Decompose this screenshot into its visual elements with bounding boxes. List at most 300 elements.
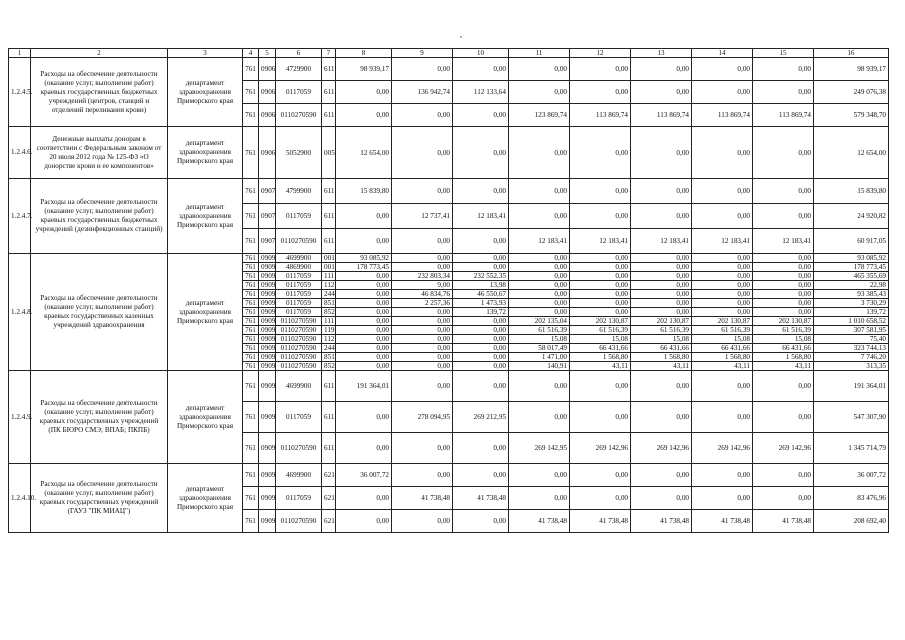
code-cell: 0906	[259, 127, 276, 179]
code-cell: 761	[243, 104, 259, 127]
table-row	[9, 58, 889, 81]
amount-cell: 0,00	[392, 179, 453, 204]
amount-cell: 83 476,96	[814, 487, 889, 510]
amount-cell: 0,00	[392, 510, 453, 533]
amount-cell: 2 257,36	[392, 299, 453, 308]
amount-cell: 0,00	[392, 308, 453, 317]
amount-cell: 0,00	[692, 281, 753, 290]
amount-cell: 139,72	[453, 308, 509, 317]
amount-cell: 0,00	[692, 371, 753, 402]
code-cell: 0907	[259, 204, 276, 229]
amount-cell: 46 834,76	[392, 290, 453, 299]
code-cell: 761	[243, 433, 259, 464]
column-number-cell: 12	[570, 49, 631, 58]
amount-cell: 202 135,04	[509, 317, 570, 326]
code-cell: 001	[322, 254, 336, 263]
code-cell: 761	[243, 308, 259, 317]
column-number-cell: 2	[31, 49, 168, 58]
code-cell: 761	[243, 299, 259, 308]
code-cell: 4729900	[276, 58, 322, 81]
code-cell: 761	[243, 127, 259, 179]
amount-cell: 0,00	[570, 371, 631, 402]
code-cell: 0906	[259, 81, 276, 104]
item-number: 1.2.4.7.	[9, 179, 31, 254]
amount-cell: 1 010 658,52	[814, 317, 889, 326]
amount-cell: 0,00	[570, 127, 631, 179]
column-number-cell: 16	[814, 49, 889, 58]
code-cell: 0110270590	[276, 433, 322, 464]
code-cell: 761	[243, 229, 259, 254]
amount-cell: 36 007,72	[814, 464, 889, 487]
amount-cell: 0,00	[509, 179, 570, 204]
amount-cell: 0,00	[453, 371, 509, 402]
column-number-cell: 7	[322, 49, 336, 58]
amount-cell: 0,00	[753, 272, 814, 281]
code-cell: 0110270590	[276, 362, 322, 371]
code-cell: 0907	[259, 229, 276, 254]
amount-cell: 191 364,01	[336, 371, 392, 402]
code-cell: 0110270590	[276, 335, 322, 344]
amount-cell: 249 076,38	[814, 81, 889, 104]
amount-cell: 0,00	[753, 127, 814, 179]
column-number-cell: 6	[276, 49, 322, 58]
code-cell: 0110270590	[276, 353, 322, 362]
code-cell: 0909	[259, 464, 276, 487]
amount-cell: 41 738,48	[453, 487, 509, 510]
amount-cell: 46 550,67	[453, 290, 509, 299]
code-cell: 761	[243, 317, 259, 326]
amount-cell: 41 738,48	[753, 510, 814, 533]
item-department: департамент здравоохранения Приморского края	[168, 127, 243, 179]
table-row	[9, 127, 889, 179]
code-cell: 761	[243, 81, 259, 104]
code-cell: 0909	[259, 510, 276, 533]
amount-cell: 0,00	[570, 81, 631, 104]
amount-cell: 0,00	[692, 402, 753, 433]
amount-cell: 1 345 714,79	[814, 433, 889, 464]
amount-cell: 15,08	[570, 335, 631, 344]
amount-cell: 66 431,66	[753, 344, 814, 353]
code-cell: 112	[322, 281, 336, 290]
amount-cell: 0,00	[509, 204, 570, 229]
code-cell: 0909	[259, 487, 276, 510]
amount-cell: 0,00	[392, 317, 453, 326]
amount-cell: 202 130,87	[570, 317, 631, 326]
amount-cell: 0,00	[453, 344, 509, 353]
amount-cell: 0,00	[570, 308, 631, 317]
amount-cell: 0,00	[570, 299, 631, 308]
amount-cell: 1 568,80	[631, 353, 692, 362]
amount-cell: 0,00	[631, 464, 692, 487]
code-cell: 761	[243, 326, 259, 335]
amount-cell: 208 692,40	[814, 510, 889, 533]
amount-cell: 313,35	[814, 362, 889, 371]
item-name: Расходы на обеспечение деятельности (оказание услуг, выполнение работ) краевых государственных учреждений (ПК БЮРО СМЭ; ВПАБ; ПКПБ)	[31, 371, 168, 464]
amount-cell: 43,11	[753, 362, 814, 371]
code-cell: 761	[243, 179, 259, 204]
amount-cell: 3 730,29	[814, 299, 889, 308]
item-name: Расходы на обеспечение деятельности (оказание услуг, выполнение работ) краевых государственных учреждений (ГАУЗ "ПК МИАЦ")	[31, 464, 168, 533]
amount-cell: 113 869,74	[570, 104, 631, 127]
amount-cell: 0,00	[692, 127, 753, 179]
amount-cell: 0,00	[336, 317, 392, 326]
column-number-cell: 9	[392, 49, 453, 58]
code-cell: 4699900	[276, 464, 322, 487]
code-cell: 611	[322, 58, 336, 81]
amount-cell: 12 183,41	[692, 229, 753, 254]
amount-cell: 1 471,00	[509, 353, 570, 362]
amount-cell: 0,00	[753, 281, 814, 290]
amount-cell: 0,00	[336, 433, 392, 464]
amount-cell: 0,00	[631, 263, 692, 272]
amount-cell: 0,00	[336, 487, 392, 510]
code-cell: 0909	[259, 281, 276, 290]
amount-cell: 61 516,39	[509, 326, 570, 335]
code-cell: 0909	[259, 344, 276, 353]
amount-cell: 0,00	[336, 344, 392, 353]
amount-cell: 323 744,13	[814, 344, 889, 353]
amount-cell: 0,00	[392, 362, 453, 371]
code-cell: 0909	[259, 326, 276, 335]
amount-cell: 0,00	[392, 58, 453, 81]
amount-cell: 0,00	[692, 263, 753, 272]
code-cell: 0117059	[276, 308, 322, 317]
code-cell: 851	[322, 299, 336, 308]
amount-cell: 1 473,93	[453, 299, 509, 308]
amount-cell: 113 869,74	[753, 104, 814, 127]
code-cell: 0909	[259, 402, 276, 433]
amount-cell: 0,00	[509, 371, 570, 402]
amount-cell: 0,00	[453, 229, 509, 254]
amount-cell: 9,00	[392, 281, 453, 290]
amount-cell: 0,00	[392, 254, 453, 263]
amount-cell: 98 939,17	[336, 58, 392, 81]
amount-cell: 0,00	[631, 299, 692, 308]
amount-cell: 12 183,41	[631, 229, 692, 254]
amount-cell: 0,00	[509, 290, 570, 299]
amount-cell: 0,00	[509, 263, 570, 272]
amount-cell: 0,00	[392, 433, 453, 464]
amount-cell: 12 183,41	[509, 229, 570, 254]
amount-cell: 0,00	[753, 58, 814, 81]
table-row	[9, 371, 889, 402]
amount-cell: 0,00	[753, 81, 814, 104]
item-department: департамент здравоохранения Приморского края	[168, 58, 243, 127]
amount-cell: 0,00	[570, 272, 631, 281]
amount-cell: 61 516,39	[570, 326, 631, 335]
amount-cell: 0,00	[570, 281, 631, 290]
column-number-cell: 1	[9, 49, 31, 58]
code-cell: 0110270590	[276, 317, 322, 326]
amount-cell: 0,00	[753, 299, 814, 308]
code-cell: 4799900	[276, 179, 322, 204]
amount-cell: 41 738,48	[570, 510, 631, 533]
amount-cell: 24 920,82	[814, 204, 889, 229]
amount-cell: 0,00	[453, 104, 509, 127]
code-cell: 761	[243, 272, 259, 281]
code-cell: 852	[322, 362, 336, 371]
amount-cell: 0,00	[570, 487, 631, 510]
amount-cell: 0,00	[509, 127, 570, 179]
amount-cell: 41 738,48	[392, 487, 453, 510]
amount-cell: 0,00	[631, 127, 692, 179]
amount-cell: 0,00	[336, 335, 392, 344]
amount-cell: 0,00	[336, 229, 392, 254]
amount-cell: 579 348,70	[814, 104, 889, 127]
amount-cell: 12 654,00	[336, 127, 392, 179]
amount-cell: 36 007,72	[336, 464, 392, 487]
amount-cell: 0,00	[631, 81, 692, 104]
amount-cell: 0,00	[392, 353, 453, 362]
amount-cell: 0,00	[453, 254, 509, 263]
code-cell: 611	[322, 402, 336, 433]
amount-cell: 0,00	[753, 487, 814, 510]
item-number: 1.2.4.6.	[9, 127, 31, 179]
amount-cell: 66 431,66	[692, 344, 753, 353]
column-number-cell: 11	[509, 49, 570, 58]
code-cell: 0907	[259, 179, 276, 204]
amount-cell: 0,00	[692, 58, 753, 81]
amount-cell: 269 142,96	[631, 433, 692, 464]
amount-cell: 139,72	[814, 308, 889, 317]
amount-cell: 0,00	[509, 272, 570, 281]
item-name: Денежные выплаты донорам в соответствии с Федеральным законом от 20 июля 2012 года № 125-ФЗ «О донорстве крови и ее компонентов»	[31, 127, 168, 179]
amount-cell: 0,00	[509, 254, 570, 263]
amount-cell: 178 773,45	[814, 263, 889, 272]
code-cell: 0117059	[276, 299, 322, 308]
code-cell: 112	[322, 335, 336, 344]
code-cell: 611	[322, 433, 336, 464]
amount-cell: 0,00	[509, 402, 570, 433]
amount-cell: 0,00	[692, 464, 753, 487]
code-cell: 761	[243, 335, 259, 344]
amount-cell: 191 364,01	[814, 371, 889, 402]
amount-cell: 0,00	[392, 326, 453, 335]
code-cell: 4699900	[276, 371, 322, 402]
amount-cell: 0,00	[336, 281, 392, 290]
table-row	[9, 254, 889, 263]
amount-cell: 307 581,95	[814, 326, 889, 335]
amount-cell: 0,00	[753, 290, 814, 299]
column-number-row	[9, 49, 889, 58]
amount-cell: 0,00	[509, 487, 570, 510]
code-cell: 611	[322, 179, 336, 204]
amount-cell: 0,00	[753, 254, 814, 263]
amount-cell: 0,00	[336, 81, 392, 104]
code-cell: 761	[243, 263, 259, 272]
amount-cell: 0,00	[692, 204, 753, 229]
amount-cell: 1 568,80	[570, 353, 631, 362]
amount-cell: 93 385,43	[814, 290, 889, 299]
code-cell: 761	[243, 58, 259, 81]
amount-cell: 0,00	[336, 104, 392, 127]
amount-cell: 0,00	[631, 371, 692, 402]
amount-cell: 0,00	[453, 317, 509, 326]
amount-cell: 202 130,87	[692, 317, 753, 326]
amount-cell: 0,00	[392, 344, 453, 353]
amount-cell: 0,00	[631, 204, 692, 229]
code-cell: 005	[322, 127, 336, 179]
amount-cell: 75,40	[814, 335, 889, 344]
code-cell: 761	[243, 487, 259, 510]
amount-cell: 0,00	[509, 58, 570, 81]
amount-cell: 0,00	[692, 487, 753, 510]
amount-cell: 0,00	[392, 371, 453, 402]
amount-cell: 0,00	[392, 127, 453, 179]
code-cell: 0117059	[276, 272, 322, 281]
amount-cell: 66 431,66	[570, 344, 631, 353]
amount-cell: 0,00	[392, 229, 453, 254]
table-body	[9, 49, 889, 533]
amount-cell: 465 355,69	[814, 272, 889, 281]
amount-cell: 0,00	[453, 362, 509, 371]
amount-cell: 0,00	[453, 263, 509, 272]
amount-cell: 0,00	[753, 308, 814, 317]
amount-cell: 202 130,87	[753, 317, 814, 326]
code-cell: 0117059	[276, 402, 322, 433]
amount-cell: 60 917,05	[814, 229, 889, 254]
amount-cell: 0,00	[631, 254, 692, 263]
amount-cell: 43,11	[692, 362, 753, 371]
amount-cell: 0,00	[570, 290, 631, 299]
amount-cell: 0,00	[453, 58, 509, 81]
amount-cell: 41 738,48	[509, 510, 570, 533]
column-number-cell: 5	[259, 49, 276, 58]
column-number-cell: 8	[336, 49, 392, 58]
code-cell: 0110270590	[276, 326, 322, 335]
amount-cell: 269 142,96	[570, 433, 631, 464]
amount-cell: 0,00	[631, 308, 692, 317]
amount-cell: 136 942,74	[392, 81, 453, 104]
item-name: Расходы на обеспечение деятельности (оказание услуг, выполнение работ) краевых государственных казенных учреждений здравоохранения	[31, 254, 168, 371]
code-cell: 0909	[259, 362, 276, 371]
amount-cell: 0,00	[570, 204, 631, 229]
code-cell: 761	[243, 281, 259, 290]
code-cell: 0909	[259, 308, 276, 317]
code-cell: 761	[243, 371, 259, 402]
item-name: Расходы на обеспечение деятельности (оказание услуг, выполнение работ) краевых государственных бюджетных учреждений (дезинфекционных станций)	[31, 179, 168, 254]
amount-cell: 0,00	[753, 402, 814, 433]
code-cell: 0906	[259, 104, 276, 127]
code-cell: 0110270590	[276, 229, 322, 254]
amount-cell: 0,00	[453, 335, 509, 344]
column-number-cell: 14	[692, 49, 753, 58]
amount-cell: 0,00	[336, 308, 392, 317]
amount-cell: 0,00	[392, 104, 453, 127]
amount-cell: 232 803,34	[392, 272, 453, 281]
amount-cell: 58 017,49	[509, 344, 570, 353]
column-number-cell: 13	[631, 49, 692, 58]
code-cell: 4699900	[276, 254, 322, 263]
amount-cell: 0,00	[392, 263, 453, 272]
code-cell: 0909	[259, 299, 276, 308]
amount-cell: 0,00	[453, 464, 509, 487]
item-name: Расходы на обеспечение деятельности (оказание услуг, выполнение работ) краевых государственных бюджетных учреждений (центров, станций и отделений переливания крови)	[31, 58, 168, 127]
amount-cell: 0,00	[509, 464, 570, 487]
code-cell: 5052900	[276, 127, 322, 179]
table-row	[9, 464, 889, 487]
amount-cell: 0,00	[753, 204, 814, 229]
amount-cell: 123 869,74	[509, 104, 570, 127]
code-cell: 0909	[259, 335, 276, 344]
code-cell: 244	[322, 344, 336, 353]
amount-cell: 43,11	[570, 362, 631, 371]
code-cell: 761	[243, 344, 259, 353]
amount-cell: 0,00	[336, 353, 392, 362]
amount-cell: 0,00	[336, 299, 392, 308]
code-cell: 0909	[259, 353, 276, 362]
amount-cell: 140,91	[509, 362, 570, 371]
code-cell: 611	[322, 229, 336, 254]
code-cell: 611	[322, 81, 336, 104]
code-cell: 0117059	[276, 81, 322, 104]
column-number-cell: 10	[453, 49, 509, 58]
code-cell: 0906	[259, 58, 276, 81]
amount-cell: 1 568,80	[753, 353, 814, 362]
amount-cell: 113 869,74	[631, 104, 692, 127]
amount-cell: 0,00	[392, 335, 453, 344]
amount-cell: 0,00	[570, 263, 631, 272]
code-cell: 0110270590	[276, 344, 322, 353]
amount-cell: 15 839,80	[336, 179, 392, 204]
amount-cell: 269 212,95	[453, 402, 509, 433]
amount-cell: 0,00	[631, 281, 692, 290]
amount-cell: 13,98	[453, 281, 509, 290]
amount-cell: 12 737,41	[392, 204, 453, 229]
amount-cell: 7 746,20	[814, 353, 889, 362]
code-cell: 851	[322, 353, 336, 362]
code-cell: 0909	[259, 433, 276, 464]
item-department: департамент здравоохранения Приморского края	[168, 254, 243, 371]
code-cell: 621	[322, 510, 336, 533]
amount-cell: 0,00	[692, 299, 753, 308]
item-number: 1.2.4.9.	[9, 371, 31, 464]
amount-cell: 12 183,41	[453, 204, 509, 229]
code-cell: 761	[243, 402, 259, 433]
item-department: департамент здравоохранения Приморского края	[168, 371, 243, 464]
column-number-cell: 15	[753, 49, 814, 58]
amount-cell: 61 516,39	[631, 326, 692, 335]
amount-cell: 547 307,90	[814, 402, 889, 433]
amount-cell: 0,00	[753, 179, 814, 204]
code-cell: 611	[322, 371, 336, 402]
amount-cell: 0,00	[753, 464, 814, 487]
amount-cell: 0,00	[453, 353, 509, 362]
amount-cell: 0,00	[336, 204, 392, 229]
amount-cell: 269 142,95	[509, 433, 570, 464]
code-cell: 001	[322, 263, 336, 272]
amount-cell: 0,00	[570, 254, 631, 263]
amount-cell: 278 094,95	[392, 402, 453, 433]
amount-cell: 0,00	[692, 81, 753, 104]
code-cell: 244	[322, 290, 336, 299]
item-department: департамент здравоохранения Приморского края	[168, 464, 243, 533]
amount-cell: 0,00	[631, 179, 692, 204]
amount-cell: 0,00	[336, 290, 392, 299]
code-cell: 761	[243, 362, 259, 371]
amount-cell: 0,00	[631, 58, 692, 81]
amount-cell: 0,00	[453, 326, 509, 335]
amount-cell: 15 839,80	[814, 179, 889, 204]
amount-cell: 0,00	[631, 272, 692, 281]
amount-cell: 61 516,39	[692, 326, 753, 335]
page-mark: ,	[460, 30, 462, 39]
amount-cell: 15,08	[509, 335, 570, 344]
budget-table	[8, 48, 889, 533]
code-cell: 0117059	[276, 290, 322, 299]
code-cell: 111	[322, 317, 336, 326]
code-cell: 761	[243, 464, 259, 487]
